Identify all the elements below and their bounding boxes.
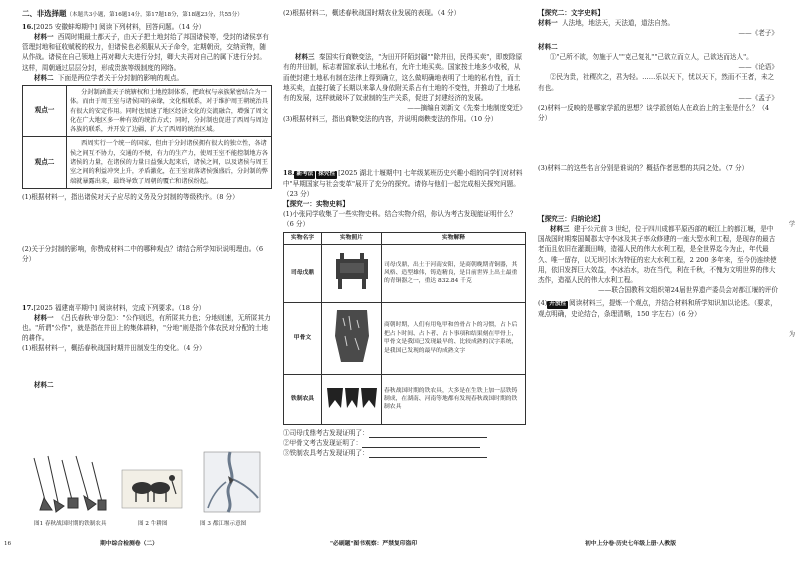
- section-title: 二、非选择题: [22, 9, 67, 18]
- q17-material-3-text: 秦国实行商鞅变法，"为田开阡陌封疆""除井田，民得买卖"，即废除原有的井田制，标志着国家承认土地私有，允许土地买卖。国家按土地多少收税，从而使封建土地私有制在法律上得到确立，这么做明确地表明了土地的私有性，而土地买卖，直接打破了长期以来靠人身依附关系占有土地的不变性，并推动了土地私有的发展，这样就破坏了奴隶制的生产关系，促进了封建经济的发展。: [283, 53, 523, 103]
- c3-material-3-text: 建于公元前 3 世纪，位于四川成都平原西部的岷江上的都江堰，是中国战国时期秦国蜀郡太守李冰及其子率众修建的一座大型水利工程，是现存的最古老而且依旧在灌溉田畴，造福人民的伟大水利工程，是全世界迄今为止，年代最久、唯一留存，以无坝引水为特征的宏大水利工程，2 200 多年来，至今仍连续使用，依旧发挥巨大效益，李冰治水，功在当代，利在千秋，不愧为文明世界的伟大杰作，造福人民的伟大水利工程。: [538, 224, 777, 284]
- question-17-title: [2025 福建南平期中] 阅读材料，完成下列要求。（18 分）: [33, 303, 206, 312]
- q17-part-1: (1)根据材料一，概括春秋战国时期井田制发生的变化。（4 分）: [22, 344, 206, 353]
- column-header: 实物解释: [382, 232, 526, 244]
- table-row: [284, 244, 526, 302]
- view-1-text: 分封制涵盖天子统辖权和土地控制体系，把政权与亲族紧密结合为一体。而由于周王室与诸侯国的亲缘，文化相联系，对于维护周王朝统治具有很大的安定作用。同时也加速了地区经济文化的交流融合，增强了周文化在广大地区多一种有效的统治方式；同时，分封制也促进了西周与周边各族的联系，并开发了边疆，扩大了西周的统治区域。: [67, 85, 272, 136]
- c2-material-2-source-a: ——《论语》: [738, 63, 778, 72]
- question-4-number: (4): [538, 299, 548, 308]
- view-1-label: 观点一: [23, 85, 67, 136]
- table-row: [284, 374, 526, 424]
- c2-material-2-quote-b: ②民为贵，社稷次之，君为轻。……乐以天下，忧以天下，然而不王者，未之有也。: [538, 73, 775, 92]
- explore-1-heading: 【探究一：实物史料】: [283, 200, 349, 209]
- q17-material-3-label: 材料三: [294, 53, 315, 62]
- question-17-head: [22, 303, 272, 313]
- c2-material-1-text: 人法地，地法天，天法道，道法自然。: [561, 19, 675, 28]
- explore-2-heading: 【探究二：文字史料】: [538, 9, 604, 17]
- figure-2-caption: 图 2 牛耕图: [138, 521, 168, 527]
- table-row: [284, 302, 526, 374]
- answer-blank-3[interactable]: [369, 451, 487, 458]
- q17-material-1-text: 《吕氏春秋·审分览》："公作则迟，有所匿其力也；分地则速，无所匿其力也。"所谓"公作"，就是指在井田上的集体耕种，"分地"则是指个体农民对分配的土地的耕作。: [22, 313, 271, 343]
- edge-mark: 学: [788, 221, 795, 228]
- answer-space[interactable]: [283, 124, 526, 168]
- answer-prompt-2: ②甲骨文考古发现证明了：: [283, 438, 363, 447]
- relic-name: 甲骨文: [284, 302, 322, 374]
- oracle-bone-icon: [331, 306, 373, 366]
- q17-material-1-label: 材料一: [33, 313, 54, 322]
- c2-material-1-label: 材料一: [538, 19, 558, 28]
- q17-material-1: [22, 313, 272, 344]
- explore-2-question-2: (2)材料一反映的是哪家学派的思想？谈学派创始人在政治上的主张是什么？（4 分）: [538, 103, 770, 123]
- explore-3-question-4: [538, 298, 778, 319]
- answer-space[interactable]: [22, 354, 272, 380]
- q16-material-2-text: 下面是两位学者关于分封制的影响的观点。: [57, 73, 184, 82]
- q17-material-3: [283, 52, 526, 103]
- q16-material-2-label: 材料二: [33, 73, 54, 82]
- answer-blank-1[interactable]: [369, 431, 487, 438]
- c3-material-3-source: ——联合国教科文组织第24届世界遗产委员会对都江堰的评价: [598, 286, 778, 295]
- iron-tools-image: [34, 456, 106, 512]
- question-16-number: 16.: [22, 22, 34, 31]
- ox-plough-image: [122, 470, 182, 508]
- q16-material-1: [22, 32, 272, 73]
- c2-material-1: [538, 18, 778, 28]
- footer-left: 期中综合检测卷（二）: [100, 541, 158, 547]
- explore-1-question: (1)小张同学收集了一些实物史料。结合实物介绍，你认为考古发现能证明什么？（6 分）: [283, 210, 517, 229]
- q16-material-1-label: 材料一: [33, 32, 54, 41]
- column-left: [22, 8, 272, 390]
- column-header: 实物名字: [284, 232, 322, 244]
- c2-material-2-label: 材料二: [538, 42, 558, 51]
- question-17-number: 17.: [22, 303, 34, 312]
- relic-name: 司母戊鼎: [284, 244, 322, 302]
- iron-tools-photo: [322, 374, 382, 424]
- table-row: [23, 137, 272, 188]
- table-row: [23, 85, 272, 136]
- answer-space[interactable]: [538, 123, 778, 163]
- c2-material-1-source: ——《老子》: [738, 29, 778, 38]
- table-header-row: [284, 232, 526, 244]
- dujiangyan-map-image: [204, 452, 260, 512]
- relic-desc: 商朝时期，人们有用龟甲和兽骨占卜的习惯，占卜后把占卜时间、占卜者、占卜事项和结果刻在甲骨上，甲骨文是我国已发现最早的、比较成熟的汉字系统，是我国已发现的最早的成熟文字: [382, 302, 526, 374]
- question-4-text: 阅读材料三，提炼一个观点，并结合材料和所学知识加以论述。（要求，观点明确，史论结合，条理清晰，150 字左右）（6 分）: [538, 299, 777, 319]
- answer-space[interactable]: [22, 265, 272, 303]
- answer-line-2: [283, 438, 526, 448]
- open-question-tag: 开放性: [549, 301, 567, 308]
- relic-name: 铁制农具: [284, 374, 322, 424]
- q16-part-2: (2)关于分封制的影响，你赞成材料二中的哪种观点？请结合所学知识说明理由。（6 分）: [22, 245, 264, 264]
- material-2-figures: [30, 448, 265, 530]
- page-number: 16: [4, 541, 12, 547]
- new-exam-tag: 新考法: [296, 170, 314, 177]
- c2-material-2-source-b: ——《孟子》: [738, 93, 778, 102]
- bronze-ding-icon: [330, 251, 374, 291]
- section-note: （本题共3小题，第16题14分，第17题18分，第18题23分，共55分）: [66, 12, 243, 18]
- figure-row: [30, 448, 265, 518]
- c3-material-3-label: 材料三: [549, 224, 570, 233]
- q16-material-1-text: 西周时期最土都天子，由天子把土地封给了邦国诸侯等，受封的诸侯享有管理封地和征收赋税的权力，但诸侯也必须服从天子命令，定期朝贡，交纳贡物，随从作战。诸侯在自己领地上再对卿大夫进行分封，卿大夫再对自己的属下进行分封。这样，周朝通过层层分封，形成贵族等级制度的网络。: [22, 32, 269, 72]
- bronze-ding-image: [322, 244, 382, 302]
- q17-part-2: (2)根据材料二，概述春秋战国时期农业发展的表现。（4 分）: [283, 9, 461, 17]
- answer-prompt-1: ①司母戊鼎考古发现证明了：: [283, 428, 369, 437]
- answer-space[interactable]: [283, 18, 526, 52]
- question-16-title: [2025 安徽蚌埠期中] 阅读下列材料，回答问题。（14 分）: [33, 22, 206, 31]
- question-18-number: 18.: [283, 168, 295, 177]
- answer-space[interactable]: [538, 174, 778, 214]
- question-18-head: [283, 168, 526, 199]
- column-right: [538, 8, 778, 319]
- figure-3-caption: 图 3 都江堰示意图: [200, 521, 247, 527]
- answer-line-3: [283, 448, 526, 458]
- q17-part-3: (3)根据材料三，指出商鞅变法的内容，并说明商鞅变法的作用。（10 分）: [283, 114, 498, 123]
- column-header: 实物照片: [322, 232, 382, 244]
- relics-table: [283, 232, 526, 425]
- view-2-text: 西周实行一个统一的国家，但由于分封诸侯拥有很大的独立性，各诸侯之间互不协力，交通的不便，有力的生产力，使周王室不能控制地方各诸侯的力量，在诸侯的力量日益强大起来后，诸侯之间，以及诸侯与周王室之间的利益冲突上升，矛盾激化，在王室衰落诸侯强盛后，分封制的弊端就暴露出来，最终导致了周朝的覆亡和诸侯纷起。: [67, 137, 272, 188]
- question-18-title: [2025 湖北十堰期中] 七年级某班历史兴趣小组的同学们对材料中"早期国家与社会变革"展开了充分的探究。请你与他们一起完成相关探究问题。（23 分）: [283, 168, 523, 198]
- explore-3-heading: 【探究三：归纳论述】: [538, 214, 604, 223]
- q16-material-2: [22, 73, 272, 83]
- oracle-bone-image: [322, 302, 382, 374]
- iron-hoe-icon: [325, 382, 379, 412]
- relic-desc: 春秋战国时期的铁农具，大多是在生铁上加一层铁铸制成，在湖南、河南等地都有发现春秋战国时期的铁制农具: [382, 374, 526, 424]
- footer-right: 初中上分卷·历史七年级上册·人教版: [585, 541, 676, 547]
- c3-material-3: [538, 224, 778, 285]
- explore-2-question-3: (3)材料二的这些名言分别是谁说的？概括作者思想的共同之处。（7 分）: [538, 164, 749, 173]
- footer-center: "必刷题"图书观察：严禁复印盗印: [330, 541, 418, 547]
- q17-material-2-label: 材料二: [33, 380, 54, 389]
- q17-material-3-source: ——摘编自刘新文《先秦土地制度变迁》: [407, 104, 526, 113]
- answer-prompt-3: ③铁制农具考古发现证明了：: [283, 449, 369, 458]
- figure-1-caption: 图1 春秋战国时期的铁制农具: [34, 521, 107, 527]
- answer-space[interactable]: [22, 202, 272, 244]
- inquiry-tag: 探究性: [318, 170, 336, 177]
- viewpoints-table: [22, 85, 272, 189]
- column-middle: [283, 8, 526, 458]
- question-16-head: [22, 22, 272, 32]
- edge-mark: 为: [788, 331, 795, 338]
- section-heading: [22, 8, 272, 20]
- c2-material-2-quote-a: ①"己所不欲，勿施于人""克己复礼""己欲立而立人，己欲达而达人"。: [549, 52, 753, 61]
- q16-part-1: (1)根据材料一，指出诸侯对天子应尽的义务及分封制的等级秩序。（8 分）: [22, 192, 239, 201]
- answer-blank-2[interactable]: [362, 441, 480, 448]
- relic-desc: 司母戊鼎，出土于河南安阳，是商朝晚期青铜器，其风格、造型雄伟，铸造精良，是目前世界上出土最重的青铜器之一，重达 832.84 千克: [382, 244, 526, 302]
- view-2-label: 观点二: [23, 137, 67, 188]
- answer-line-1: [283, 428, 526, 438]
